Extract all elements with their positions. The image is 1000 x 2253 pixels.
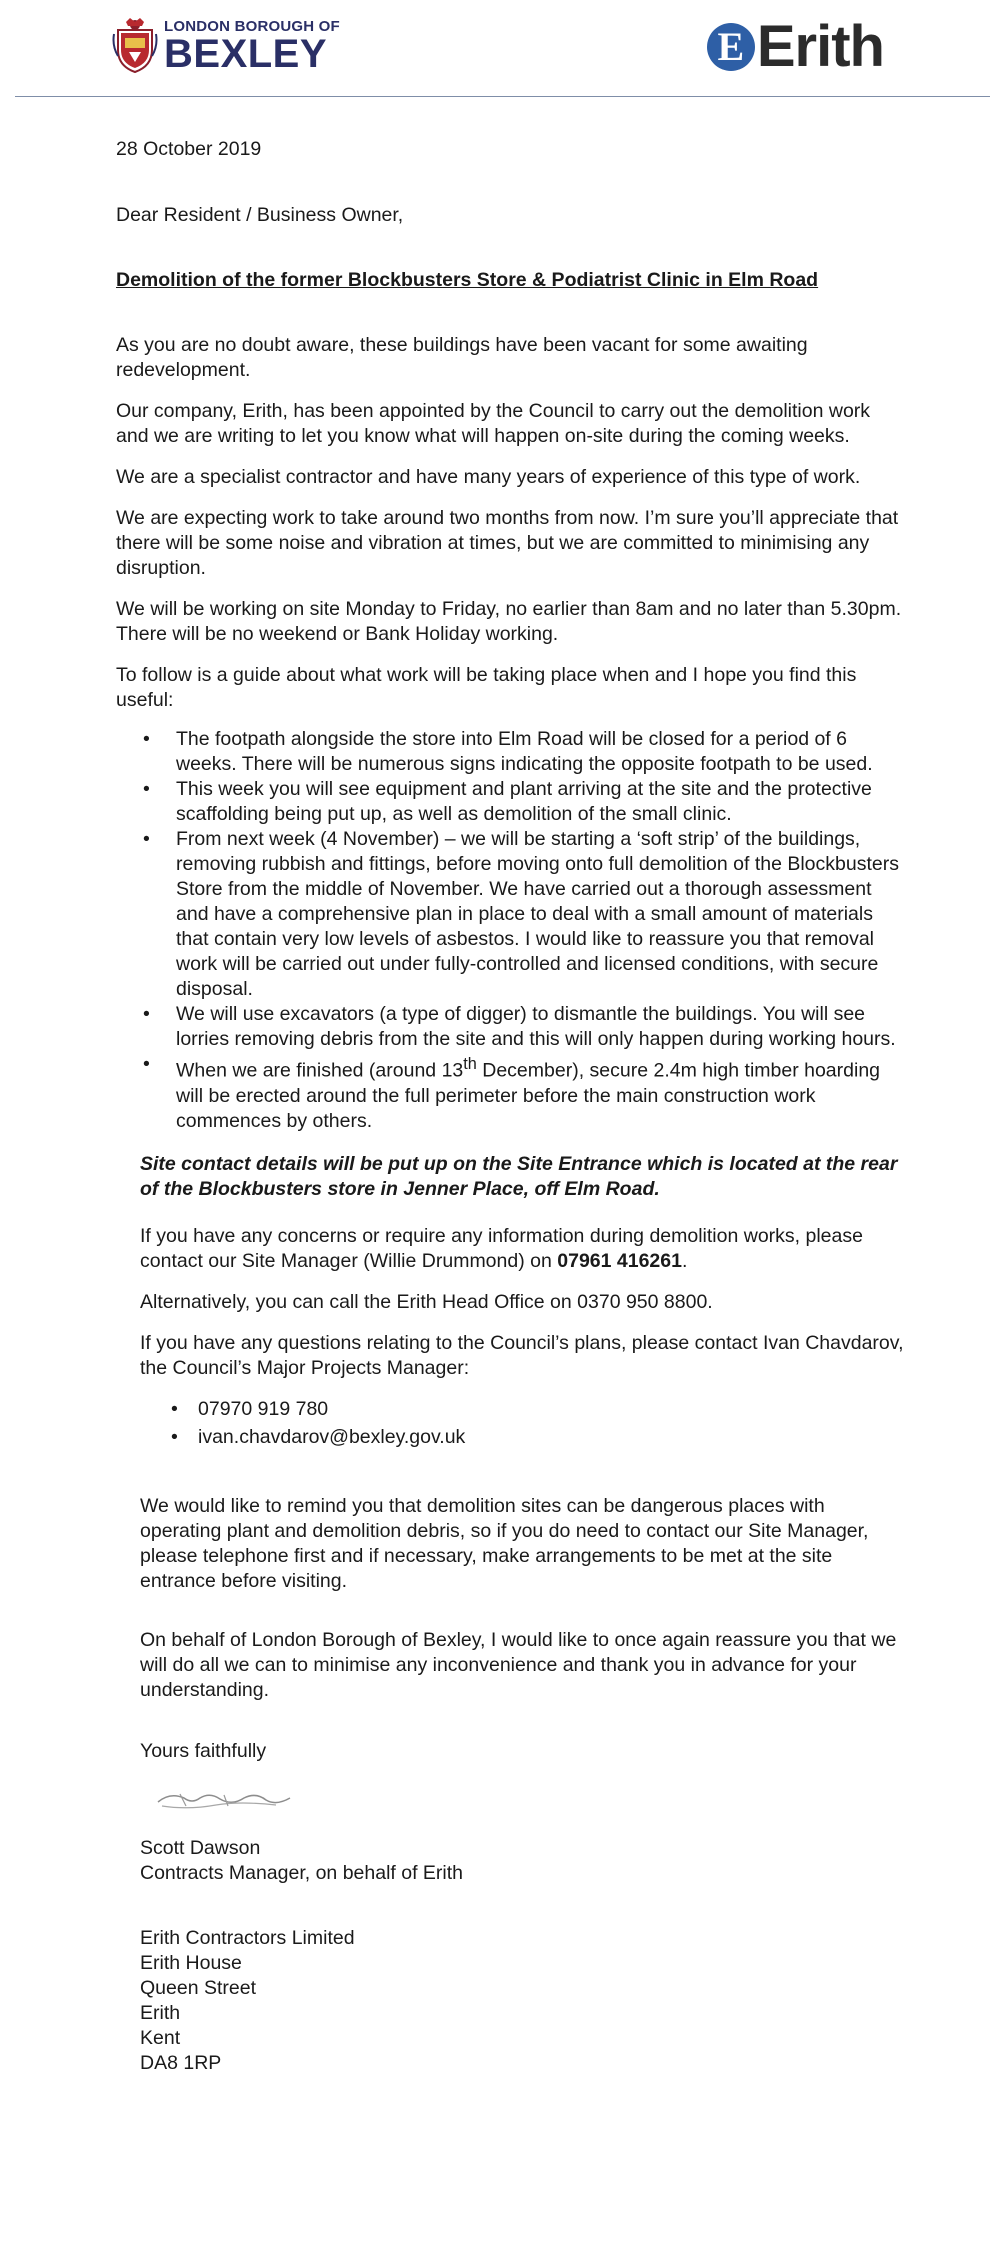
list-item [171, 1425, 906, 1450]
paragraph: Our company, Erith, has been appointed by the Council to carry out the demolition work and we are writing to let you know what will happen on-site during the coming weeks. [116, 400, 871, 447]
paragraph: We are a specialist contractor and have many years of experience of this type of work. [116, 466, 861, 488]
signatory-title: Contracts Manager, on behalf of Erith [140, 1861, 464, 1884]
list-item-text: This week you will see equipment and plant arriving at the site and the protective scaffolding being put up, as well as demolition of the small clinic. [176, 778, 872, 825]
handwritten-signature-icon [140, 1786, 310, 1816]
bullet-icon: • [171, 1397, 178, 1420]
list-item [143, 1052, 906, 1134]
list-item-text: From next week (4 November) – we will be starting a ‘soft strip’ of the buildings, removing rubbish and fittings, before moving onto full demolition of the Blockbusters Store from the middle of November. We have carried out a thorough assessment and have a comprehensive plan in place to deal with a small amount of materials that contain very low levels of asbestos. I would like to reassure you that removal work will be carried out under fully-controlled and licensed conditions, with secure disposal. [176, 828, 899, 1000]
concerns-end: . [681, 1249, 688, 1272]
bullet-icon: • [143, 778, 150, 800]
list-item-text: The footpath alongside the store into Elm Road will be closed for a period of 6 weeks. There will be numerous signs indicating the opposite footpath to be used. [176, 728, 873, 775]
work-schedule-list [116, 727, 906, 1134]
bexley-crest-icon [112, 16, 158, 74]
address-line: Queen Street [140, 1976, 256, 1999]
paragraph: To follow is a guide about what work will be taking place when and I hope you find this useful: [116, 664, 857, 711]
site-manager-phone: 07961 416261 [557, 1249, 682, 1272]
letter-subject: Demolition of the former Blockbusters Store & Podiatrist Clinic in Elm Road [116, 269, 819, 291]
closing-phrase: Yours faithfully [140, 1739, 267, 1762]
council-paragraph: If you have any questions relating to the Council’s plans, please contact Ivan Chavdarov, the Council’s Major Projects Manager: [140, 1331, 904, 1379]
address-line: Erith [140, 2001, 181, 2024]
address-line: Kent [140, 2026, 181, 2049]
bullet-icon: • [143, 828, 150, 850]
bexley-logo-small-text: LONDON BOROUGH OF [164, 17, 340, 35]
council-contact-list [140, 1397, 906, 1450]
paragraph: As you are no doubt aware, these buildings have been vacant for some awaiting redevelopment. [116, 334, 808, 381]
letterhead [0, 0, 1000, 100]
address-line: DA8 1RP [140, 2051, 222, 2074]
concerns-paragraph [140, 1224, 906, 1274]
site-entrance-notice: Site contact details will be put up on the Site Entrance which is located at the rear of the Blockbusters store in Jenner Place, off Elm Road. [140, 1152, 898, 1200]
bullet-icon: • [143, 1053, 150, 1075]
signature-block [140, 1739, 906, 2076]
address-line: Erith Contractors Limited [140, 1926, 355, 1949]
erith-logo-mark: E [707, 23, 755, 71]
header-divider [15, 96, 990, 97]
bexley-logo-title: BEXLEY [164, 31, 328, 76]
closing-reassurance: On behalf of London Borough of Bexley, I would like to once again reassure you that we will do all we can to minimise any inconvenience and thank you in advance for your understanding. [140, 1628, 897, 1701]
list-item [143, 827, 906, 1002]
company-address [140, 1926, 906, 2076]
signatory-name: Scott Dawson [140, 1836, 261, 1859]
bullet-icon: • [143, 1003, 150, 1025]
letter-body [116, 137, 906, 2076]
list-item-text-end: December), secure 2.4m high timber hoarding will be erected around the full perimeter before the main construction work commences by others. [176, 1059, 881, 1132]
list-item-text-start: When we are finished (around 13 [176, 1059, 464, 1082]
list-item [143, 777, 906, 827]
list-item-text: We will use excavators (a type of digger) to dismantle the buildings. You will see lorries removing debris from the site and this will only happen during working hours. [176, 1003, 896, 1050]
bexley-logo [112, 16, 340, 74]
ordinal-suffix: th [463, 1055, 477, 1073]
address-line: Erith House [140, 1951, 242, 1974]
list-item [143, 727, 906, 777]
council-email: ivan.chavdarov@bexley.gov.uk [198, 1425, 466, 1448]
bullet-icon: • [171, 1425, 178, 1448]
erith-logo [707, 14, 884, 79]
paragraph: We are expecting work to take around two months from now. I’m sure you’ll appreciate that there will be some noise and vibration at times, but we are committed to minimising any disruption. [116, 507, 899, 579]
letter-date: 28 October 2019 [116, 138, 262, 160]
concerns-text: If you have any concerns or require any information during demolition works, please contact our Site Manager (Willie Drummond) on [140, 1224, 863, 1272]
list-item [143, 1002, 906, 1052]
contact-section [116, 1152, 906, 2076]
safety-reminder: We would like to remind you that demolition sites can be dangerous places with operating plant and demolition debris, so if you do need to contact our Site Manager, please telephone first and if necessary, make arrangements to be met at the site entrance before visiting. [140, 1494, 869, 1592]
council-phone: 07970 919 780 [198, 1397, 329, 1420]
list-item [171, 1397, 906, 1422]
head-office-paragraph: Alternatively, you can call the Erith Head Office on 0370 950 8800. [140, 1290, 713, 1313]
salutation: Dear Resident / Business Owner, [116, 204, 404, 226]
erith-logo-word: Erith [756, 14, 884, 79]
bullet-icon: • [143, 728, 150, 750]
paragraph: We will be working on site Monday to Friday, no earlier than 8am and no later than 5.30pm. There will be no weekend or Bank Holiday working. [116, 598, 902, 645]
